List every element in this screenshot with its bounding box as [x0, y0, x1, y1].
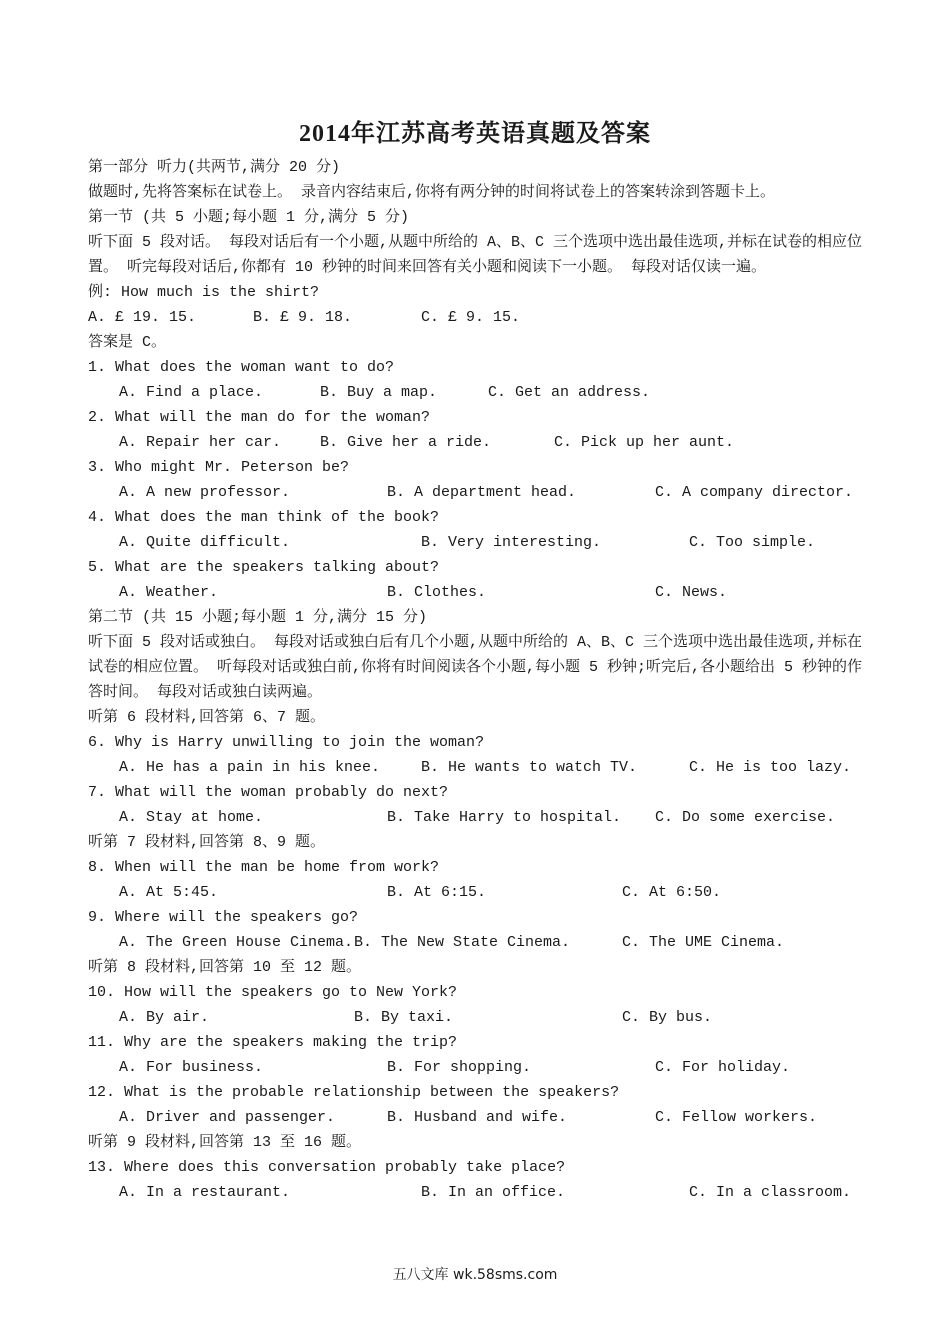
- question-12-options: [88, 1105, 868, 1130]
- option-c: C. Pick up her aunt.: [554, 434, 735, 451]
- option-c: C. For holiday.: [655, 1059, 791, 1076]
- question-6: 6. Why is Harry unwilling to join the woman?: [88, 734, 485, 751]
- option-b: B. By taxi.: [354, 1009, 454, 1026]
- option-b: B. The New State Cinema.: [354, 934, 571, 951]
- question-4-options: [88, 530, 868, 555]
- material-6-heading: 听第 6 段材料,回答第 6、7 题。: [88, 709, 326, 726]
- option-b: B. Clothes.: [387, 584, 487, 601]
- section2-heading: 第二节 (共 15 小题;每小题 1 分,满分 15 分): [88, 609, 428, 626]
- option-c: C. He is too lazy.: [689, 759, 852, 776]
- question-1: 1. What does the woman want to do?: [88, 359, 395, 376]
- question-8-options: [88, 880, 868, 905]
- option-c: C. At 6:50.: [622, 884, 722, 901]
- question-5: 5. What are the speakers talking about?: [88, 559, 440, 576]
- question-7-options: [88, 805, 868, 830]
- question-6-options: [88, 755, 868, 780]
- option-c: C. Too simple.: [689, 534, 816, 551]
- option-b: B. Buy a map.: [320, 384, 438, 401]
- question-1-options: [88, 380, 868, 405]
- question-9-options: [88, 930, 868, 955]
- option-a: A. At 5:45.: [119, 884, 219, 901]
- footer-watermark: 五八文库 wk.58sms.com: [392, 1267, 558, 1283]
- question-13: 13. Where does this conversation probably take place?: [88, 1159, 566, 1176]
- section1-heading: 第一节 (共 5 小题;每小题 1 分,满分 5 分): [88, 209, 410, 226]
- exam-content: [88, 155, 868, 1205]
- option-c: C. Do some exercise.: [655, 809, 836, 826]
- option-b: B. In an office.: [421, 1184, 566, 1201]
- example-options: [88, 305, 868, 330]
- question-11-options: [88, 1055, 868, 1080]
- example-question: 例: How much is the shirt?: [88, 284, 320, 301]
- option-b: B. A department head.: [387, 484, 577, 501]
- option-c: C. Get an address.: [488, 384, 651, 401]
- question-5-options: [88, 580, 868, 605]
- option-a: A. Repair her car.: [119, 434, 282, 451]
- material-9-heading: 听第 9 段材料,回答第 13 至 16 题。: [88, 1134, 362, 1151]
- option-a: A. £ 19. 15.: [88, 309, 197, 326]
- option-c: C. Fellow workers.: [655, 1109, 818, 1126]
- option-a: A. A new professor.: [119, 484, 291, 501]
- option-b: B. Take Harry to hospital.: [387, 809, 622, 826]
- section1-instruction: 听下面 5 段对话。 每段对话后有一个小题,从题中所给的 A、B、C 三个选项中选出最佳选项,并标在试卷的相应位置。 听完每段对话后,你都有 10 秒钟的时间来回答有关小题和阅读下一小题。 每段对话仅读一遍。: [88, 234, 863, 276]
- option-a: A. Driver and passenger.: [119, 1109, 336, 1126]
- question-3-options: [88, 480, 868, 505]
- question-10-options: [88, 1005, 868, 1030]
- option-b: B. £ 9. 18.: [253, 309, 353, 326]
- option-b: B. Husband and wife.: [387, 1109, 568, 1126]
- question-7: 7. What will the woman probably do next?: [88, 784, 449, 801]
- question-13-options: [88, 1180, 868, 1205]
- option-a: A. For business.: [119, 1059, 264, 1076]
- part1-instruction: 做题时,先将答案标在试卷上。 录音内容结束后,你将有两分钟的时间将试卷上的答案转涂到答题卡上。: [88, 184, 776, 201]
- option-c: C. £ 9. 15.: [421, 309, 521, 326]
- page-title: 2014年江苏高考英语真题及答案: [299, 121, 651, 147]
- option-b: B. At 6:15.: [387, 884, 487, 901]
- option-c: C. News.: [655, 584, 728, 601]
- option-b: B. He wants to watch TV.: [421, 759, 638, 776]
- question-2: 2. What will the man do for the woman?: [88, 409, 431, 426]
- option-a: A. Stay at home.: [119, 809, 264, 826]
- material-8-heading: 听第 8 段材料,回答第 10 至 12 题。: [88, 959, 362, 976]
- option-a: A. The Green House Cinema.: [119, 934, 354, 951]
- option-b: B. For shopping.: [387, 1059, 532, 1076]
- option-a: A. In a restaurant.: [119, 1184, 291, 1201]
- option-a: A. Weather.: [119, 584, 219, 601]
- question-8: 8. When will the man be home from work?: [88, 859, 440, 876]
- question-4: 4. What does the man think of the book?: [88, 509, 440, 526]
- option-a: A. Quite difficult.: [119, 534, 291, 551]
- example-answer: 答案是 C。: [88, 334, 167, 351]
- option-c: C. A company director.: [655, 484, 854, 501]
- material-7-heading: 听第 7 段材料,回答第 8、9 题。: [88, 834, 326, 851]
- part1-heading: 第一部分 听力(共两节,满分 20 分): [88, 159, 341, 176]
- question-2-options: [88, 430, 868, 455]
- question-11: 11. Why are the speakers making the trip?: [88, 1034, 458, 1051]
- option-c: C. By bus.: [622, 1009, 713, 1026]
- option-a: A. He has a pain in his knee.: [119, 759, 381, 776]
- section2-instruction: 听下面 5 段对话或独白。 每段对话或独白后有几个小题,从题中所给的 A、B、C 三个选项中选出最佳选项,并标在试卷的相应位置。 听每段对话或独白前,你将有时间阅读各个小题,每小题 5 秒钟;听完后,各小题给出 5 秒钟的作答时间。 每段对话或独白读两遍。: [88, 634, 863, 701]
- question-9: 9. Where will the speakers go?: [88, 909, 359, 926]
- option-b: B. Give her a ride.: [320, 434, 492, 451]
- option-a: A. Find a place.: [119, 384, 264, 401]
- option-a: A. By air.: [119, 1009, 210, 1026]
- question-10: 10. How will the speakers go to New York?: [88, 984, 458, 1001]
- question-12: 12. What is the probable relationship between the speakers?: [88, 1084, 620, 1101]
- option-c: C. In a classroom.: [689, 1184, 852, 1201]
- question-3: 3. Who might Mr. Peterson be?: [88, 459, 350, 476]
- option-c: C. The UME Cinema.: [622, 934, 785, 951]
- option-b: B. Very interesting.: [421, 534, 602, 551]
